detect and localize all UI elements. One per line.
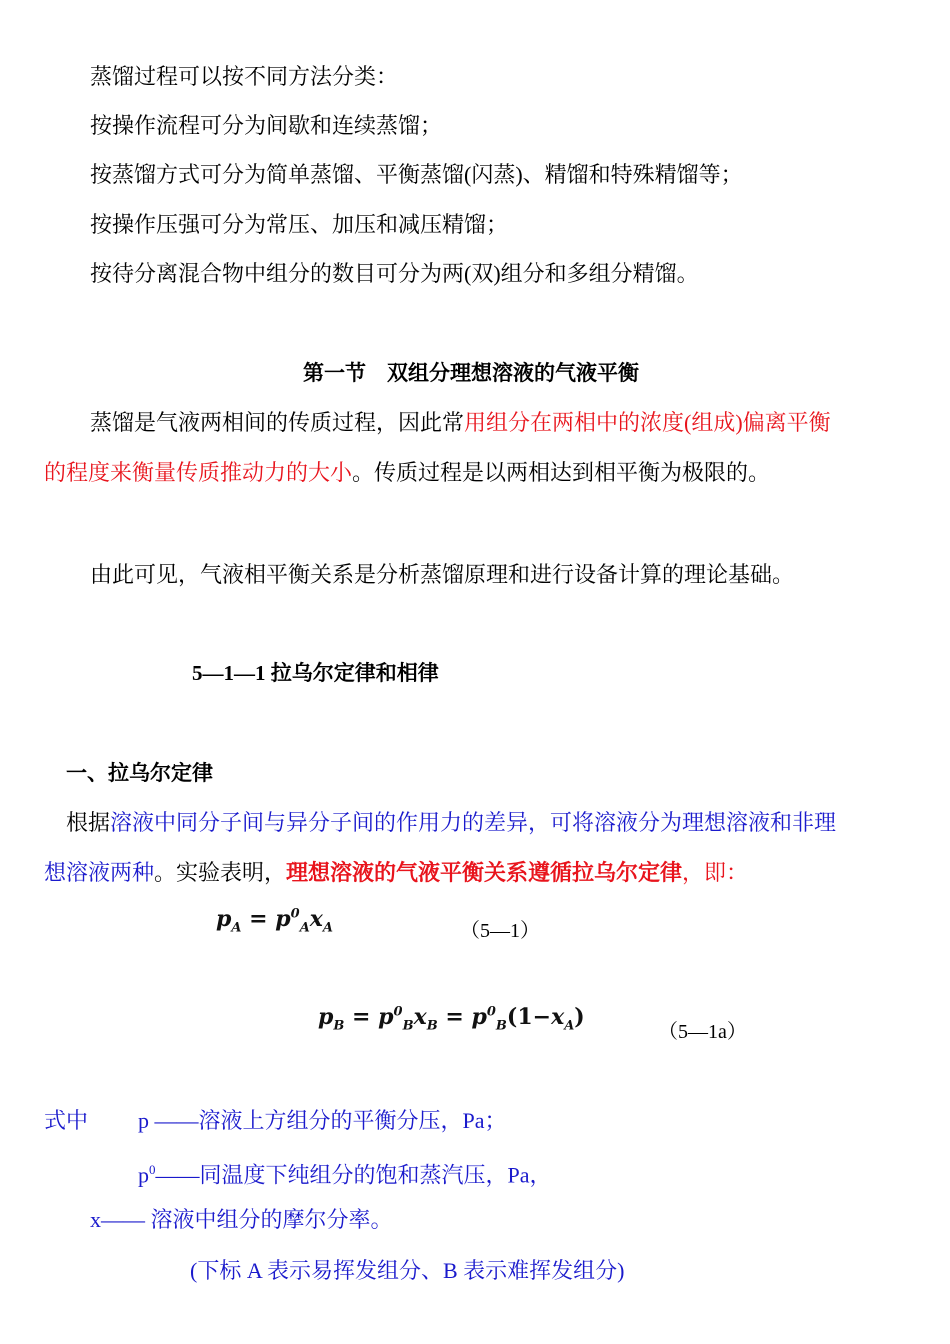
raoult-para-line-2 <box>44 858 748 888</box>
para-highlight: ，即： <box>682 860 749 885</box>
intro-line-3: 按蒸馏方式可分为简单蒸馏、平衡蒸馏(闪蒸)、精馏和特殊精馏等； <box>90 162 743 187</box>
equation-5-1: $p_A = p^0_Ax_A$ <box>216 906 333 936</box>
section-title: 第一节 双组分理想溶液的气液平衡 <box>303 361 639 385</box>
para-highlight: 用组分在两相中的浓度(组成)偏离平衡 <box>464 410 831 435</box>
para-highlight: 理想溶液的气液平衡关系遵循拉乌尔定律 <box>286 860 683 885</box>
para-blue: 溶液中同分子间与异分子间的作用力的差异，可将溶液分为理想溶液和非理 <box>110 810 837 835</box>
subsection-title: 5—1—1 拉乌尔定律和相律 <box>192 661 439 685</box>
equation-5-1a: $p_B = p^0_Bx_B = p^0_B(1-x_A)$ <box>318 1004 585 1034</box>
para-blue: 想溶液两种 <box>44 860 155 885</box>
intro-line-1: 蒸馏过程可以按不同方法分类： <box>90 64 399 89</box>
where-p0: $p^0——$同温度下纯组分的饱和蒸汽压，Pa， <box>138 1162 552 1188</box>
para-text: 。传质过程是以两相达到相平衡为极限的。 <box>352 460 771 485</box>
equation-number-5-1: （5—1） <box>460 920 540 942</box>
para-text: 蒸馏是气液两相间的传质过程，因此常 <box>90 410 465 435</box>
para-text: 根据 <box>66 810 111 835</box>
para-highlight: 的程度来衡量传质推动力的大小 <box>44 460 353 485</box>
where-x: x—— 溶液中组分的摩尔分率。 <box>90 1207 393 1232</box>
where-label: 式中 <box>44 1108 89 1133</box>
raoult-heading: 一、拉乌尔定律 <box>66 761 213 785</box>
raoult-para-line-1 <box>66 808 836 838</box>
section-para-2: 由此可见，气液相平衡关系是分析蒸馏原理和进行设备计算的理论基础。 <box>90 562 795 587</box>
intro-line-5: 按待分离混合物中组分的数目可分为两(双)组分和多组分精馏。 <box>90 261 699 286</box>
para-text: 。实验表明， <box>154 860 287 885</box>
section-para-1-line-2 <box>44 458 770 488</box>
equation-number-5-1a: （5—1a） <box>658 1021 747 1043</box>
where-p: p ——溶液上方组分的平衡分压，Pa； <box>138 1108 507 1133</box>
intro-line-2: 按操作流程可分为间歇和连续蒸馏； <box>90 113 443 138</box>
section-para-1-line-1 <box>90 408 831 438</box>
where-note: (下标 A 表示易挥发组分、B 表示难挥发组分) <box>190 1258 625 1283</box>
intro-line-4: 按操作压强可分为常压、加压和减压精馏； <box>90 212 509 237</box>
